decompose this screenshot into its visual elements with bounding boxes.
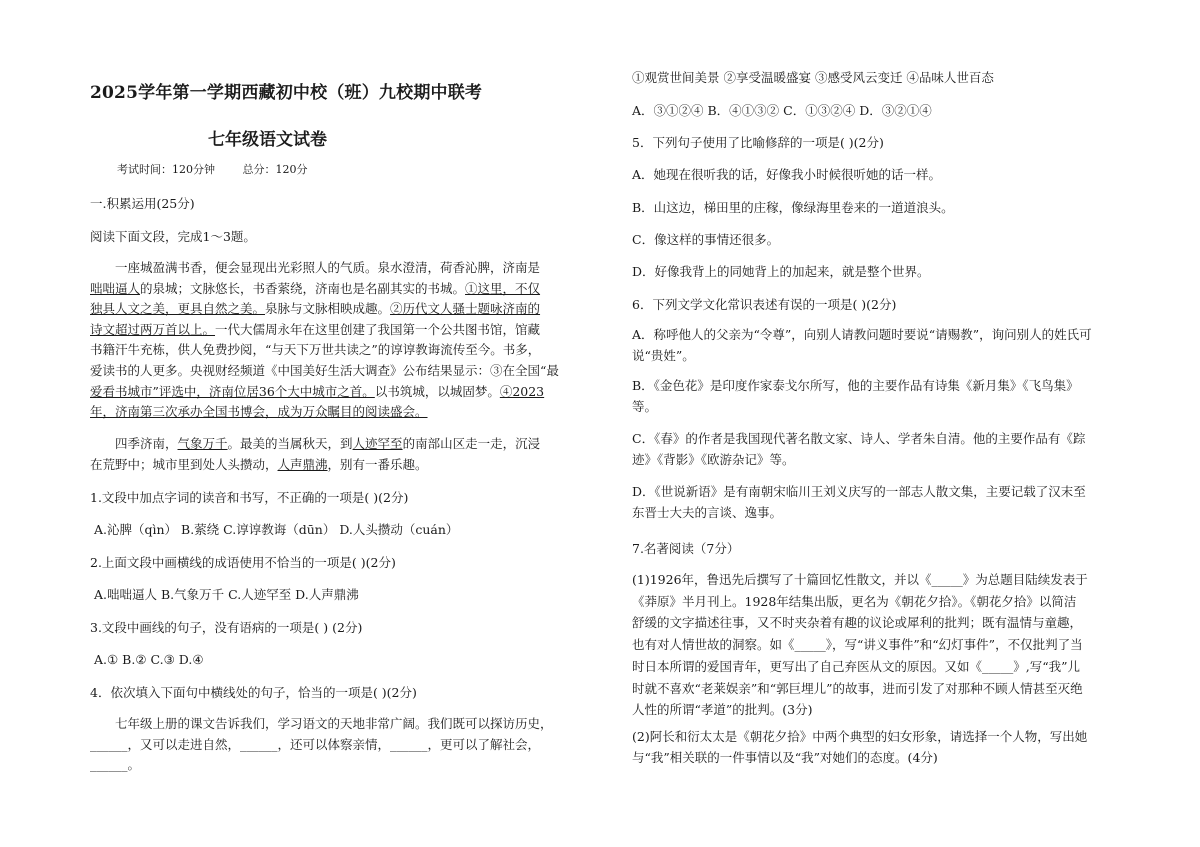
question-7: 7.名著阅读（7分） <box>632 541 740 556</box>
option-line: 迹》《背影》《欧游杂记》等。 <box>632 451 795 467</box>
sentence-three-cont: 爱看书城市”评选中，济南位居36个大中城市之首。 <box>90 383 375 399</box>
question-1: 1.文段中加点字词的读音和书写，不正确的一项是( )(2分) <box>90 490 409 505</box>
question-6: 6．下列文学文化常识表述有误的一项是( )(2分) <box>632 297 897 312</box>
question-line: ______。 <box>90 757 141 773</box>
exam-time: 考试时间：120分钟 <box>117 163 215 176</box>
question-line: 时就不喜欢“老莱娱亲”和“郭巨埋儿”的故事，进而引发了对那种不顾人情甚至灭绝 <box>632 680 1083 696</box>
passage-text: ，别有一番乐趣。 <box>327 456 428 472</box>
question-line: (2)阿长和衍太太是《朝花夕拾》中两个典型的妇女形象，请选择一个人物，写出她 <box>632 729 1088 744</box>
passage-line <box>90 402 570 423</box>
passage-line <box>90 299 570 320</box>
sentence-one: ①这里，不仅 <box>465 280 541 296</box>
passage-line <box>90 382 570 403</box>
question-line: 《莽原》半月刊上。1928年结集出版，更名为《朝花夕拾》。《朝花夕拾》以简洁 <box>632 593 1077 609</box>
passage-one <box>90 258 570 423</box>
idiom-underlined: 人声鼎沸 <box>277 456 328 472</box>
passage-line <box>90 279 570 300</box>
passage-line: 一座城盈满书香，便会显现出光彩照人的气质。泉水澄清，荷香沁脾，济南是 <box>115 260 541 275</box>
exam-meta <box>117 161 332 177</box>
passage-line: 书籍汗牛充栋，供人免费抄阅，“与天下万世共读之”的谆谆教诲流传至今。书多， <box>90 342 541 358</box>
question-line: 也有对人情世故的洞察。如《_____》，写“讲义事件”和“幻灯事件”，不仅批判了当 <box>632 637 1083 653</box>
passage-text: 以书筑城，以城固梦。 <box>374 383 500 399</box>
question-7-part-2 <box>632 727 1112 768</box>
option-line: 东晋士大夫的言谈、逸事。 <box>632 504 783 520</box>
sentence-one-cont: 独具人文之美，更具自然之美。 <box>90 301 266 317</box>
question-5-option-d: D．好像我背上的同她背上的加起来，就是整个世界。 <box>632 264 930 279</box>
option-line: C．《春》的作者是我国现代著名散文家、诗人、学者朱自清。他的主要作品有《踪 <box>632 431 1086 446</box>
passage-text: 。最美的当属秋天，到 <box>227 436 353 451</box>
passage-line: 爱读书的人更多。央视财经频道《中国美好生活大调查》公布结果显示：③在全国“最 <box>90 362 559 378</box>
passage-text: 的南部山区走一走，沉浸 <box>402 436 541 451</box>
question-4-options: A．③①②④ B．④①③② C．①③②④ D．③②①④ <box>632 103 932 118</box>
question-6-option-c <box>632 429 1112 470</box>
idiom-underlined: 气象万千 <box>177 436 228 451</box>
question-line: 与“我”相关联的一件事情以及“我”对她们的态度。(4分) <box>632 749 938 765</box>
question-5-option-b: B．山这边，梯田里的庄稼，像绿海里卷来的一道道浪头。 <box>632 200 954 215</box>
passage-line <box>90 320 570 341</box>
question-line: 时日本所谓的爱国青年，更写出了自己弃医从文的原因。又如《_____》,写“我”儿 <box>632 658 1081 674</box>
passage-text: 一代大儒周永年在这里创建了我国第一个公共图书馆，馆藏 <box>215 321 541 337</box>
section-heading: 一.积累运用(25分) <box>90 196 195 211</box>
exam-subtitle: 七年级语文试卷 <box>208 130 327 150</box>
question-4-text <box>90 714 570 776</box>
passage-line <box>90 434 570 455</box>
option-line: 等。 <box>632 398 658 414</box>
passage-text: 四季济南， <box>115 436 178 451</box>
question-4-items: ①观赏世间美景 ②享受温暖盛宴 ③感受风云变迁 ④品味人世百态 <box>632 70 994 85</box>
exam-title: 2025学年第一学期西藏初中校（班）九校期中联考 <box>90 83 483 103</box>
option-line: D．《世说新语》是有南朝宋临川王刘义庆写的一部志人散文集，主要记载了汉末至 <box>632 484 1086 499</box>
question-2: 2.上面文段中画横线的成语使用不恰当的一项是( )(2分) <box>90 555 396 570</box>
total-score: 总分：120分 <box>242 163 308 176</box>
reading-intro: 阅读下面文段，完成1～3题。 <box>90 229 256 244</box>
question-line: 舒缓的文字描述往事，又不时夹杂着有趣的议论或犀利的批判；既有温情与童趣， <box>632 615 1083 631</box>
passage-line <box>90 455 570 476</box>
question-line: 七年级上册的课文告诉我们，学习语文的天地非常广阔。我们既可以探访历史， <box>115 716 553 731</box>
question-6-option-b <box>632 376 1112 417</box>
option-line: A．称呼他人的父亲为“令尊”，向别人请教问题时要说“请赐教”，询问别人的姓氏可 <box>632 327 1092 342</box>
question-line: 人性的所谓“孝道”的批判。(3分) <box>632 702 813 718</box>
question-4: 4．依次填入下面句中横线处的句子，恰当的一项是( )(2分) <box>90 685 417 700</box>
question-7-part-1 <box>632 569 1112 721</box>
question-3-options: A.① B.② C.③ D.④ <box>94 652 204 667</box>
idiom-underlined: 人迹罕至 <box>352 436 403 451</box>
sentence-four: ④2023 <box>499 383 545 399</box>
question-6-option-d <box>632 482 1112 523</box>
question-6-option-a <box>632 325 1112 366</box>
passage-text: 的泉城；文脉悠长，书香萦绕，济南也是名副其实的书城。 <box>140 280 466 296</box>
question-3: 3.文段中画线的句子，没有语病的一项是( ) (2分) <box>90 620 363 635</box>
sentence-two-cont: 诗文超过两万首以上。 <box>90 321 216 337</box>
question-line: (1)1926年，鲁迅先后撰写了十篇回忆性散文，并以《_____》为总题目陆续发表于 <box>632 572 1088 587</box>
option-line: B．《金色花》是印度作家泰戈尔所写，他的主要作品有诗集《新月集》《飞鸟集》 <box>632 378 1079 393</box>
question-5-option-c: C．像这样的事情还很多。 <box>632 232 780 247</box>
question-5: 5．下列句子使用了比喻修辞的一项是( )(2分) <box>632 135 884 150</box>
passage-text: 在荒野中；城市里到处人头攒动， <box>90 456 278 472</box>
idiom-underlined: 咄咄逼人 <box>90 280 141 296</box>
sentence-two: ②历代文人骚士题咏济南的 <box>390 301 541 317</box>
passage-text: 泉脉与文脉相映成趣。 <box>265 301 391 317</box>
question-line: ______，又可以走进自然，______，还可以体察亲情，______，更可以了解社会， <box>90 736 541 752</box>
question-5-option-a: A．她现在很听我的话，好像我小时候很听她的话一样。 <box>632 167 942 182</box>
passage-two <box>90 434 570 475</box>
question-1-options: A.沁脾（qìn） B.萦绕 C.谆谆教诲（dūn） D.人头攒动（cuán） <box>94 522 459 537</box>
sentence-four-cont: 年，济南第三次承办全国书博会，成为万众瞩目的阅读盛会。 <box>90 404 428 420</box>
option-line: 说“贵姓”。 <box>632 347 695 363</box>
question-2-options: A.咄咄逼人 B.气象万千 C.人迹罕至 D.人声鼎沸 <box>94 587 359 602</box>
